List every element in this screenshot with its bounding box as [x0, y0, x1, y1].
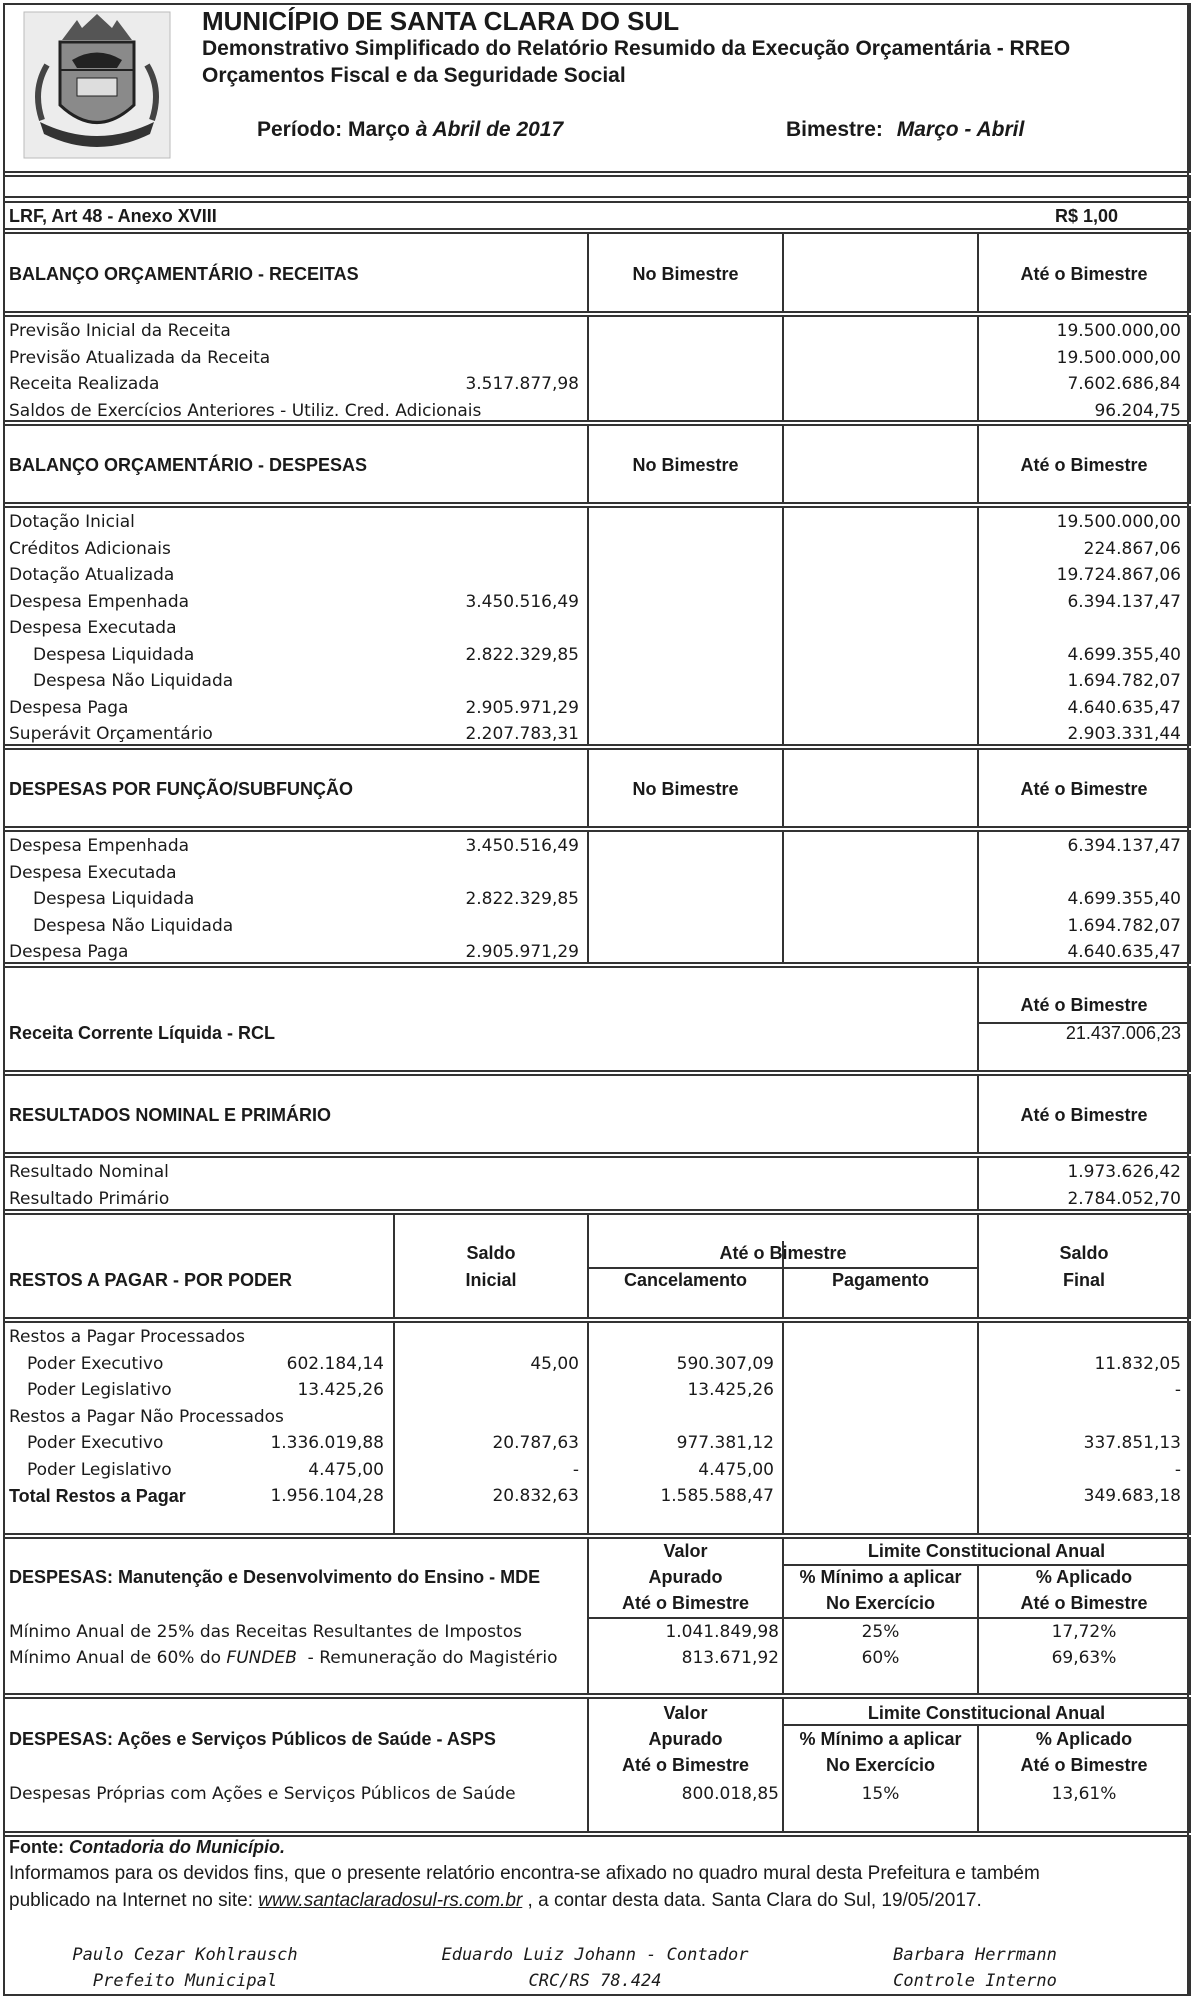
despesas-row	[5, 643, 1189, 669]
signature-1-role: Prefeito Municipal	[92, 1971, 278, 1991]
report-title: Demonstrativo Simplificado do Relatório Resumido da Execução Orçamentária - RREO	[202, 37, 1071, 60]
signature-3-name: Barbara Herrmann	[893, 1945, 1057, 1965]
rcl-col-ate: Até o Bimestre	[1020, 995, 1148, 1015]
despesas-row-label: Despesa Liquidada	[33, 644, 195, 665]
funcao-row-label: Despesa Paga	[9, 942, 129, 962]
restos-row	[5, 1352, 1189, 1378]
resultados-title: RESULTADOS NOMINAL E PRIMÁRIO	[9, 1105, 332, 1125]
restos-row-fin: 337.851,13	[1083, 1433, 1181, 1453]
mde-row-1-min: 25%	[861, 1622, 900, 1642]
mde-row-1-label: Mínimo Anual de 25% das Receitas Resultantes de Impostos	[9, 1622, 522, 1642]
footer	[3, 1835, 1191, 1996]
receitas-row-label: Saldos de Exercícios Anteriores - Utiliz. Cred. Adicionais	[9, 400, 482, 421]
fonte-value: Contadoria do Município.	[69, 1837, 285, 1857]
asps-title: DESPESAS: Ações e Serviços Públicos de Saúde - ASPS	[9, 1729, 496, 1749]
mde-row-1-apl: 17,72%	[1051, 1622, 1117, 1642]
asps-row-min: 15%	[861, 1784, 900, 1804]
mde-row-2-min: 60%	[861, 1648, 900, 1668]
restos-row	[5, 1458, 1189, 1484]
blank-strip	[3, 175, 1191, 198]
restos-row-pag: 4.475,00	[698, 1459, 774, 1480]
mde-row-2	[5, 1646, 1189, 1672]
website-link[interactable]: www.santaclaradosul-rs.com.br	[258, 1890, 523, 1911]
receitas-row	[5, 346, 1189, 372]
despesas-row-bim: 3.450.516,49	[465, 591, 579, 612]
restos-row-label: Poder Legislativo	[27, 1459, 172, 1480]
asps-row-label: Despesas Próprias com Ações e Serviços Públicos de Saúde	[9, 1784, 516, 1804]
despesas-row-ate: 6.394.137,47	[1067, 591, 1181, 612]
footer-line-2: publicado na Internet no site: www.santaclaradosul-rs.com.br , a contar desta data. Santa Clara do Sul, 19/05/2017.	[9, 1890, 982, 1911]
resultados-row-ate: 2.784.052,70	[1067, 1188, 1181, 1209]
mde-row-1-valor: 1.041.849,98	[665, 1622, 779, 1642]
mde-col-apl-2: Até o Bimestre	[1020, 1593, 1148, 1613]
despesas-row	[5, 696, 1189, 722]
restos-col-cancel: Cancelamento	[623, 1270, 748, 1290]
restos-row-label: Poder Executivo	[27, 1353, 164, 1374]
restos-col-saldo-fin-1: Saldo	[1059, 1243, 1109, 1263]
period-label: Período: Março	[257, 118, 410, 141]
despesas-row-bim: 2.207.783,31	[465, 724, 579, 744]
restos-row	[5, 1378, 1189, 1404]
restos-row-pag: 590.307,09	[676, 1353, 774, 1374]
funcao-row-bim: 2.822.329,85	[465, 889, 579, 909]
funcao-header	[3, 748, 1191, 828]
restos-row-label: Poder Executivo	[27, 1433, 164, 1453]
asps-col-limite: Limite Constitucional Anual	[867, 1703, 1106, 1723]
asps-row	[5, 1782, 1189, 1808]
despesas-row-label: Despesa Empenhada	[9, 591, 190, 612]
funcao-row	[5, 940, 1189, 966]
receitas-row	[5, 399, 1189, 425]
funcao-row-ate: 6.394.137,47	[1067, 836, 1181, 856]
bimester	[786, 118, 1024, 142]
mde-col-valor-2: Apurado	[648, 1567, 723, 1587]
mde-col-min-2: No Exercício	[825, 1593, 936, 1613]
despesas-row-ate: 4.640.635,47	[1067, 697, 1181, 718]
restos-title: RESTOS A PAGAR - POR PODER	[9, 1270, 293, 1290]
resultados-col-ate: Até o Bimestre	[1020, 1105, 1148, 1125]
despesas-row-bim: 2.822.329,85	[465, 644, 579, 665]
restos-row	[5, 1325, 1189, 1351]
despesas-title: BALANÇO ORÇAMENTÁRIO - DESPESAS	[9, 455, 368, 475]
asps-row-valor: 800.018,85	[681, 1784, 779, 1804]
despesas-row-label: Créditos Adicionais	[9, 538, 171, 559]
despesas-body	[3, 506, 1191, 746]
restos-body	[3, 1321, 1191, 1535]
restos-row-can: 20.787,63	[492, 1433, 579, 1453]
receitas-header	[3, 232, 1191, 313]
signature-3-role: Controle Interno	[893, 1971, 1057, 1991]
restos-row-ini: 4.475,00	[308, 1459, 384, 1480]
bimester-value: Março - Abril	[896, 118, 1025, 141]
municipal-crest	[22, 10, 172, 160]
despesas-row-ate: 2.903.331,44	[1067, 724, 1181, 744]
resultados-row-label: Resultado Nominal	[9, 1162, 169, 1182]
despesas-row-label: Despesa Não Liquidada	[33, 671, 234, 691]
funcao-row-label: Despesa Não Liquidada	[33, 915, 234, 936]
mde-row-2-label: Mínimo Anual de 60% do FUNDEB - Remuneração do Magistério	[9, 1648, 558, 1668]
lrf-bar	[3, 201, 1191, 230]
bimester-label: Bimestre:	[786, 118, 883, 141]
restos-row-can: 45,00	[530, 1353, 579, 1374]
signature-1-name: Paulo Cezar Kohlrausch	[72, 1945, 298, 1965]
funcao-row-label: Despesa Empenhada	[9, 836, 190, 856]
restos-total-row	[5, 1484, 1189, 1510]
restos-row-fin: -	[1174, 1380, 1181, 1400]
funcao-body	[3, 830, 1191, 964]
asps-col-min-2: No Exercício	[825, 1755, 936, 1775]
receitas-row-ate: 7.602.686,84	[1067, 374, 1181, 394]
despesas-row-label: Dotação Atualizada	[9, 565, 175, 585]
restos-total-fin: 349.683,18	[1083, 1486, 1181, 1506]
despesas-col-ate: Até o Bimestre	[1020, 455, 1148, 475]
despesas-header	[3, 424, 1191, 504]
funcao-row-bim: 3.450.516,49	[465, 836, 579, 856]
despesas-row-ate: 19.724.867,06	[1056, 565, 1181, 585]
mde-title: DESPESAS: Manutenção e Desenvolvimento do Ensino - MDE	[9, 1567, 541, 1587]
asps-section	[3, 1697, 1191, 1833]
restos-col-saldo-ini-2: Inicial	[465, 1270, 517, 1290]
asps-col-valor-2: Apurado	[648, 1729, 723, 1749]
restos-row-ini: 602.184,14	[286, 1353, 384, 1374]
asps-col-min-1: % Mínimo a aplicar	[799, 1729, 962, 1749]
restos-total-can: 20.832,63	[492, 1486, 579, 1506]
funcao-row	[5, 887, 1189, 913]
funcao-row-ate: 4.640.635,47	[1067, 942, 1181, 962]
mde-row-2-valor: 813.671,92	[681, 1648, 779, 1668]
fonte-line	[9, 1837, 285, 1858]
mde-row-2-apl: 69,63%	[1051, 1648, 1117, 1668]
restos-total-pag: 1.585.588,47	[660, 1486, 774, 1506]
asps-col-valor-3: Até o Bimestre	[621, 1755, 750, 1775]
signature-3	[865, 1945, 1085, 1991]
despesas-row	[5, 616, 1189, 642]
restos-row-label: Restos a Pagar Não Processados	[9, 1406, 284, 1427]
funcao-row-ate: 1.694.782,07	[1067, 915, 1181, 936]
despesas-row-ate: 1.694.782,07	[1067, 671, 1181, 691]
receitas-title: BALANÇO ORÇAMENTÁRIO - RECEITAS	[9, 264, 359, 284]
footer-line-1: Informamos para os devidos fins, que o presente relatório encontra-se afixado no quadro mural desta Prefeitura e também	[9, 1863, 1040, 1884]
restos-row-fin: 11.832,05	[1094, 1353, 1181, 1374]
rcl-section	[3, 966, 1191, 1072]
restos-col-ate: Até o Bimestre	[719, 1243, 847, 1263]
restos-row	[5, 1405, 1189, 1431]
funcao-row	[5, 834, 1189, 860]
mde-row-1	[5, 1620, 1189, 1646]
funcao-row-label: Despesa Liquidada	[33, 889, 195, 909]
receitas-row-ate: 96.204,75	[1094, 400, 1181, 421]
receitas-row-bim: 3.517.877,98	[465, 374, 579, 394]
funcao-col-ate: Até o Bimestre	[1020, 779, 1148, 799]
signature-2-role: CRC/RS 78.424	[528, 1971, 662, 1991]
asps-col-apl-1: % Aplicado	[1035, 1729, 1133, 1749]
mde-col-apl-1: % Aplicado	[1035, 1567, 1133, 1587]
despesas-row-label: Superávit Orçamentário	[9, 724, 213, 744]
receitas-col-ate: Até o Bimestre	[1020, 264, 1148, 284]
municipality-name: MUNICÍPIO DE SANTA CLARA DO SUL	[202, 6, 680, 36]
despesas-row-ate: 4.699.355,40	[1067, 644, 1181, 665]
asps-col-valor-1: Valor	[663, 1703, 708, 1723]
mde-col-min-1: % Mínimo a aplicar	[799, 1567, 962, 1587]
period-value: à Abril de 2017	[415, 118, 564, 141]
restos-row-ini: 1.336.019,88	[270, 1433, 384, 1453]
receitas-row-ate: 19.500.000,00	[1056, 347, 1181, 368]
resultados-header	[3, 1074, 1191, 1154]
despesas-col-bim: No Bimestre	[632, 455, 739, 475]
resultados-row-ate: 1.973.626,42	[1067, 1162, 1181, 1182]
despesas-row-label: Despesa Paga	[9, 697, 129, 718]
despesas-row	[5, 669, 1189, 695]
restos-row-label: Poder Legislativo	[27, 1380, 172, 1400]
asps-row-apl: 13,61%	[1051, 1784, 1117, 1804]
signature-1	[65, 1945, 305, 1991]
restos-row-can: -	[572, 1459, 579, 1480]
restos-row-pag: 977.381,12	[676, 1433, 774, 1453]
restos-row-label: Restos a Pagar Processados	[9, 1327, 245, 1347]
funcao-col-bim: No Bimestre	[632, 779, 739, 799]
restos-total-label: Total Restos a Pagar	[9, 1486, 186, 1506]
fundeb-text: FUNDEB	[226, 1648, 297, 1668]
fonte-label: Fonte:	[9, 1837, 64, 1857]
lrf-unit: R$ 1,00	[1055, 206, 1119, 226]
receitas-row-label: Previsão Atualizada da Receita	[9, 347, 271, 368]
resultados-row-label: Resultado Primário	[9, 1188, 170, 1209]
restos-col-saldo-ini-1: Saldo	[466, 1243, 516, 1263]
signature-2-name: Eduardo Luiz Johann - Contador	[441, 1945, 749, 1965]
funcao-row-ate: 4.699.355,40	[1067, 889, 1181, 909]
restos-col-pag: Pagamento	[831, 1270, 930, 1290]
signature-2	[425, 1945, 765, 1991]
resultados-body	[3, 1156, 1191, 1211]
funcao-title: DESPESAS POR FUNÇÃO/SUBFUNÇÃO	[9, 779, 354, 799]
restos-row-fin: -	[1174, 1459, 1181, 1480]
funcao-row-label: Despesa Executada	[9, 862, 177, 883]
restos-col-saldo-fin-2: Final	[1062, 1270, 1105, 1290]
despesas-row	[5, 722, 1189, 748]
despesas-row-ate: 19.500.000,00	[1056, 512, 1181, 532]
despesas-row-label: Dotação Inicial	[9, 512, 135, 532]
funcao-row	[5, 914, 1189, 940]
despesas-row	[5, 510, 1189, 536]
mde-col-valor-1: Valor	[663, 1541, 708, 1561]
receitas-body	[3, 315, 1191, 422]
resultados-row	[5, 1187, 1189, 1213]
restos-header	[3, 1213, 1191, 1319]
despesas-row	[5, 590, 1189, 616]
restos-total-ini: 1.956.104,28	[270, 1486, 384, 1506]
restos-row-pag: 13.425,26	[687, 1380, 774, 1400]
receitas-row	[5, 372, 1189, 398]
receitas-col-bim: No Bimestre	[632, 264, 739, 284]
receitas-row-label: Receita Realizada	[9, 374, 160, 394]
receitas-row	[5, 319, 1189, 345]
despesas-row	[5, 563, 1189, 589]
lrf-label: LRF, Art 48 - Anexo XVIII	[9, 206, 217, 226]
restos-row-ini: 13.425,26	[297, 1380, 384, 1400]
crest-icon	[22, 10, 172, 160]
restos-row	[5, 1431, 1189, 1457]
despesas-row-label: Despesa Executada	[9, 618, 177, 638]
funcao-row-bim: 2.905.971,29	[465, 942, 579, 962]
despesas-row-bim: 2.905.971,29	[465, 697, 579, 718]
receitas-row-ate: 19.500.000,00	[1056, 321, 1181, 341]
period	[257, 118, 563, 142]
mde-col-valor-3: Até o Bimestre	[621, 1593, 750, 1613]
asps-col-apl-2: Até o Bimestre	[1020, 1755, 1148, 1775]
report-subtitle: Orçamentos Fiscal e da Seguridade Social	[202, 64, 626, 87]
mde-col-limite: Limite Constitucional Anual	[867, 1541, 1106, 1561]
rcl-title: Receita Corrente Líquida - RCL	[9, 1023, 276, 1043]
receitas-row-label: Previsão Inicial da Receita	[9, 321, 231, 341]
resultados-row	[5, 1160, 1189, 1186]
funcao-row	[5, 861, 1189, 887]
despesas-row	[5, 537, 1189, 563]
mde-section	[3, 1537, 1191, 1695]
despesas-row-ate: 224.867,06	[1083, 538, 1181, 559]
rcl-value: 21.437.006,23	[1065, 1023, 1181, 1043]
